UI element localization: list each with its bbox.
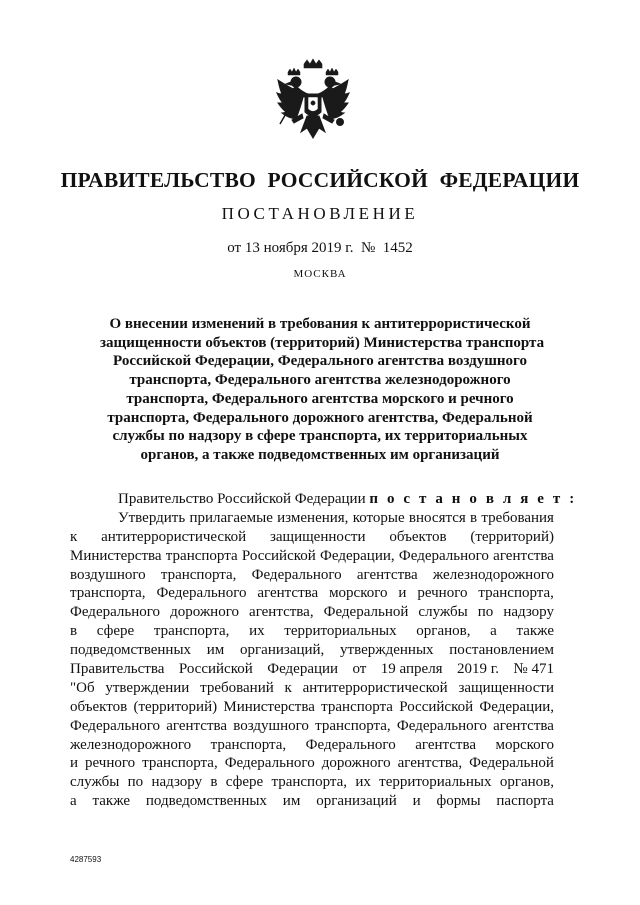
body-word: объектов [70,698,128,715]
body-word: дорожного [170,604,239,621]
body-word: транспорта, [142,755,218,772]
body-word: транспорта, [315,717,391,734]
body-word: воздушного [70,566,146,583]
body-word: транспорта, [478,585,554,602]
body-word: транспорта, [210,736,287,753]
body-word: морского [329,585,388,602]
body-line [70,754,554,773]
subject-line: защищенности объектов (территорий) Министерства транспорта [100,334,545,351]
document-code: 4287593 [70,855,102,864]
subject-line: транспорта, Федерального агентства железнодорожного [129,372,511,389]
body-word: им [282,793,301,810]
body-word: и [412,793,421,810]
body-word: к [284,679,292,696]
body-word: агентства, [249,604,314,621]
body-line [70,660,554,679]
body-line [70,698,554,717]
body-word: постановлением [449,642,554,659]
body-word: агентства [166,717,228,734]
body-word: агентства [415,736,476,753]
body-word: утвержденных [340,642,434,659]
body-word: вносятся [408,509,466,526]
body-word: железнодорожного [432,566,554,583]
body-word: от [352,661,367,678]
body-word: № 471 [513,661,554,678]
body-word: речного [85,755,136,772]
body-word: утверждении [105,679,190,696]
body-word: Российской [399,698,474,715]
body-word: агентства [493,547,554,564]
body-word: транспорта [321,698,393,715]
body-word: Федерального [305,736,396,753]
body-word: надзору [503,604,554,621]
body-word: Федеральной [323,604,409,621]
document-subject [100,315,545,465]
body-word: также [516,623,554,640]
body-word: по [127,774,144,791]
body-word: им [206,642,225,659]
body-word: в [470,509,478,526]
body-line [70,566,554,585]
body-word: и [398,585,407,602]
body-word: морского [495,736,554,753]
document-type: ПОСТАНОВЛЕНИЕ [221,204,419,223]
body-word: сфере [96,623,135,640]
body-word: защищенности [269,528,366,545]
body-word: агентства, [397,755,463,772]
body-word: "Об [70,679,95,696]
body-word: 19 апреля [380,661,443,678]
body-word: Правительства [70,661,165,678]
body-word: а [490,623,497,640]
body-word: изменения, [277,509,349,526]
body-word: объектов [389,528,447,545]
body-word: также [92,793,131,810]
body-word: транспорта, [160,566,237,583]
body-word: транспорта, [70,585,146,602]
body-word: антитеррористической [302,679,448,696]
subject-line: транспорта, Федерального агентства морского и речного [126,390,514,407]
body-word: в [210,774,218,791]
date-and-number: от 13 ноября 2019 г. № 1452 [227,240,413,256]
body-word: Утвердить [118,509,186,526]
body-word: надзору [151,774,203,791]
body-word: в [70,623,78,640]
body-line [70,641,554,660]
body-line [70,547,554,566]
body-word: транспорта [165,547,238,564]
body-line [70,509,554,528]
intro-text: Правительство Российской Федерации [118,491,366,507]
body-word: агентства [493,717,554,734]
body-word: дорожного [321,755,391,772]
body-word: паспорта [496,793,554,810]
body-word: Федеральной [469,755,554,772]
body-word: требования [481,509,554,526]
body-word: защищенности [458,679,554,696]
body-word: воздушного [233,717,309,734]
government-title: ПРАВИТЕЛЬСТВО РОССИЙСКОЙ ФЕДЕРАЦИИ [60,168,580,192]
body-word: Федерального [70,717,161,734]
body-word: по [477,604,494,621]
body-word: транспорта, [271,774,348,791]
body-word: железнодорожного [70,736,192,753]
body-word: службы [70,774,120,791]
body-word: формы [436,793,481,810]
city: МОСКВА [293,268,347,280]
decree-word: п о с т а н о в л я е т : [369,491,577,507]
subject-line: службы по надзору в сфере транспорта, их территориальных [112,428,528,445]
body-word: (территорий) [133,698,218,715]
body-word: Федерации, [320,547,395,564]
subject-line: органов, а также подведомственных им организаций [140,446,500,463]
subject-line: Российской Федерации, Федерального агентства воздушного [113,353,527,370]
coat-of-arms-icon [274,58,352,144]
body-word: транспорта, [153,623,230,640]
body-word: организаций, [240,642,325,659]
body-word: Министерства [223,698,315,715]
body-line [70,679,554,698]
body-line [70,603,554,622]
body-word: Министерства [70,547,162,564]
body-word: Федерального [396,717,487,734]
body-word: Федерального [251,566,342,583]
body-lines [70,509,554,811]
body-line [70,792,554,811]
body-word: Федерации, [479,698,554,715]
body-word: территориальных [379,774,492,791]
body-word: организаций [316,793,397,810]
body-word: Федерального [224,755,315,772]
body-word: прилагаемые [189,509,273,526]
body-word: которые [352,509,405,526]
body-word: требований [200,679,274,696]
body-word: и [70,755,79,772]
body-word: антитеррористической [101,528,247,545]
body-word: органов, [416,623,471,640]
body-word: их [249,623,265,640]
intro-line [70,490,577,509]
body-word: речного [417,585,468,602]
subject-line: О внесении изменений в требования к антитеррористической [109,316,531,332]
body-word: к [70,528,78,545]
body-word: службы [418,604,468,621]
body-line [70,773,554,792]
body-word: Российской [241,547,316,564]
body-line [70,736,554,755]
body-word: а [70,793,77,810]
body-word: агентства [257,585,319,602]
body-word: подведомственных [145,793,267,810]
body-line [70,584,554,603]
body-word: сфере [225,774,264,791]
body-word: (территорий) [470,528,554,545]
body-line [70,622,554,641]
body-word: Федерального [398,547,489,564]
body-word: агентства [356,566,418,583]
body-word: Российской [178,661,253,678]
body-word: 2019 г. [457,661,499,678]
decree-body [70,490,577,811]
subject-line: транспорта, Федерального дорожного агентства, Федеральной [107,409,533,426]
body-word: органов, [499,774,554,791]
body-word: Федерального [70,604,161,621]
body-word: территориальных [284,623,397,640]
body-word: их [355,774,371,791]
body-word: Федерации [267,661,339,678]
body-line [70,717,554,736]
body-line [70,528,554,547]
body-word: Федерального [156,585,247,602]
body-word: подведомственных [70,642,192,659]
